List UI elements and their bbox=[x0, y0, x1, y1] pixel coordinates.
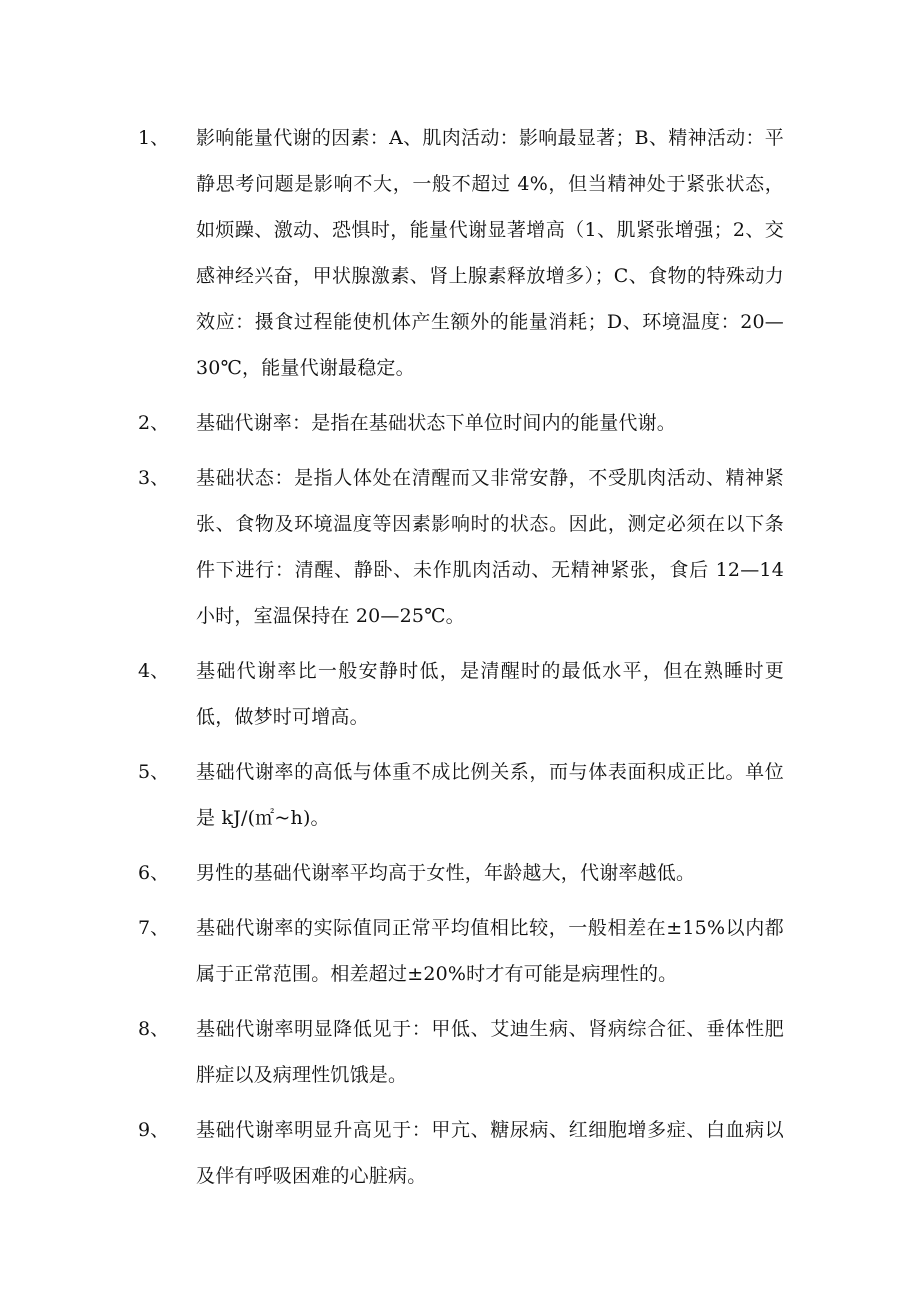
list-item-number: 4、 bbox=[138, 660, 170, 682]
list-item-text: 基础代谢率的实际值同正常平均值相比较，一般相差在±15%以内都属于正常范围。相差超过±20%时才有可能是病理性的。 bbox=[196, 917, 784, 985]
list-item bbox=[138, 905, 788, 997]
list-item bbox=[138, 115, 788, 391]
list-item bbox=[138, 850, 788, 896]
list-item-number: 2、 bbox=[138, 412, 170, 434]
list-item-number: 9、 bbox=[138, 1119, 170, 1141]
list-item bbox=[138, 749, 788, 841]
list-item-number: 5、 bbox=[138, 761, 170, 783]
list-item-text: 基础代谢率比一般安静时低，是清醒时的最低水平，但在熟睡时更低，做梦时可增高。 bbox=[196, 660, 784, 728]
list-item bbox=[138, 1006, 788, 1098]
list-item-number: 7、 bbox=[138, 917, 170, 939]
list-item-text: 基础代谢率明显升高见于：甲亢、糖尿病、红细胞增多症、白血病以及伴有呼吸困难的心脏病。 bbox=[196, 1119, 784, 1187]
list-item bbox=[138, 400, 788, 446]
list-item-text: 基础代谢率的高低与体重不成比例关系，而与体表面积成正比。单位是 kJ/(㎡~h)。 bbox=[196, 761, 784, 829]
list-item-text: 影响能量代谢的因素：A、肌肉活动：影响最显著；B、精神活动：平静思考问题是影响不大，一般不超过 4%，但当精神处于紧张状态，如烦躁、激动、恐惧时，能量代谢显著增高（1、肌紧张增强；2、交感神经兴奋，甲状腺激素、肾上腺素释放增多）；C、食物的特殊动力效应：摄食过程能使机体产生额外的能量消耗；D、环境温度：20—30℃，能量代谢最稳定。 bbox=[196, 127, 784, 379]
list-item bbox=[138, 455, 788, 639]
numbered-list bbox=[138, 115, 788, 1208]
list-item-number: 3、 bbox=[138, 467, 170, 489]
list-item-number: 6、 bbox=[138, 862, 170, 884]
list-item-text: 基础代谢率明显降低见于：甲低、艾迪生病、肾病综合征、垂体性肥胖症以及病理性饥饿是。 bbox=[196, 1018, 784, 1086]
list-item-text: 基础代谢率：是指在基础状态下单位时间内的能量代谢。 bbox=[196, 412, 677, 434]
list-item-text: 男性的基础代谢率平均高于女性，年龄越大，代谢率越低。 bbox=[196, 862, 696, 884]
list-item-number: 1、 bbox=[138, 127, 170, 149]
list-item-text: 基础状态：是指人体处在清醒而又非常安静，不受肌肉活动、精神紧张、食物及环境温度等因素影响时的状态。因此，测定必须在以下条件下进行：清醒、静卧、未作肌肉活动、无精神紧张，食后 12—14 小时，室温保持在 20—25℃。 bbox=[196, 467, 784, 627]
list-item bbox=[138, 648, 788, 740]
list-item-number: 8、 bbox=[138, 1018, 170, 1040]
list-item bbox=[138, 1107, 788, 1199]
